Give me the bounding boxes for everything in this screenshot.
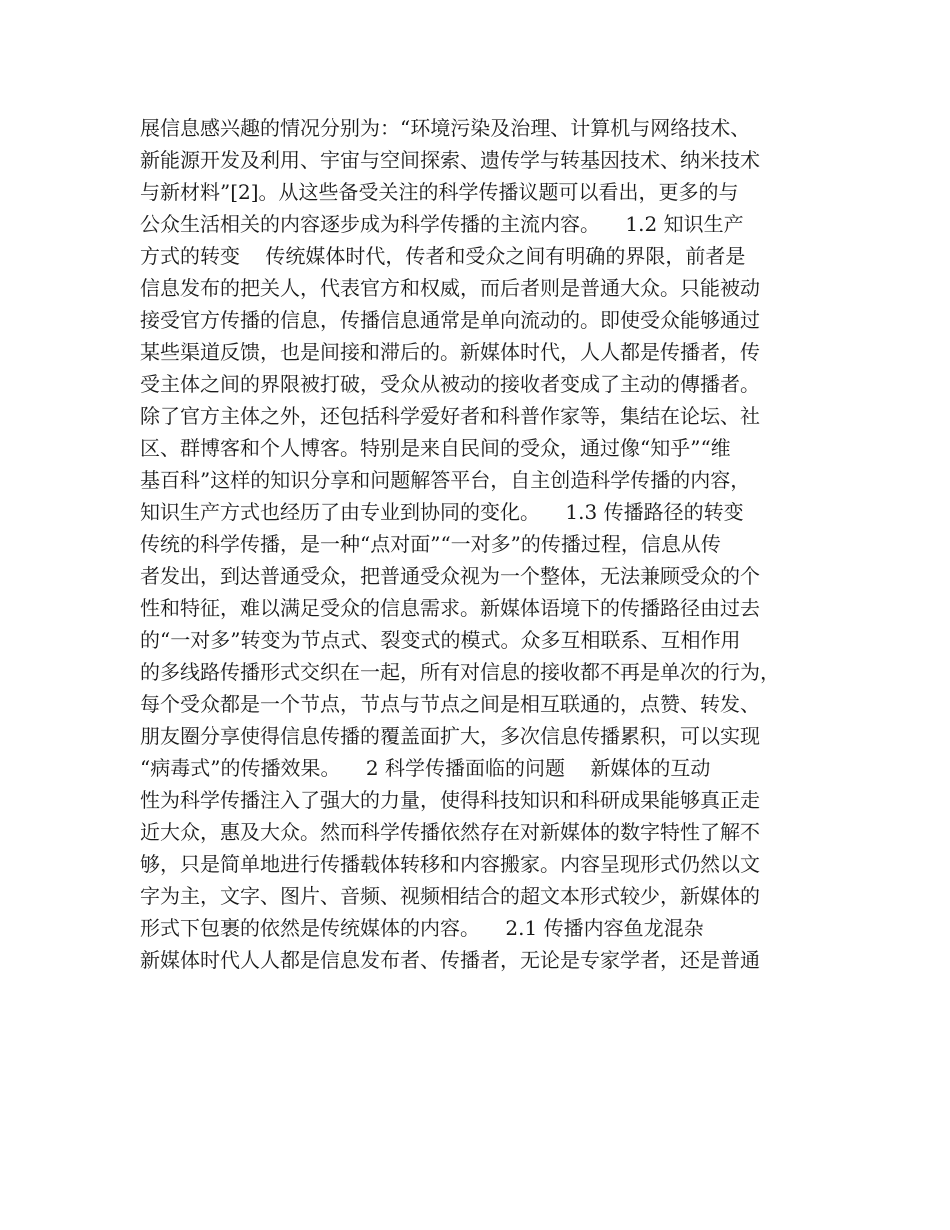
text-line: 知识生产方式也经历了由专业到协同的变化。 1.3 传播路径的转变 bbox=[140, 500, 744, 524]
text-line: 字为主，文字、图片、音频、视频相结合的超文本形式较少，新媒体的 bbox=[140, 884, 760, 908]
text-line: 公众生活相关的内容逐步成为科学传播的主流内容。 1.2 知识生产 bbox=[140, 212, 744, 236]
text-line: 形式下包裹的依然是传统媒体的内容。 2.1 传播内容鱼龙混杂 bbox=[140, 916, 704, 940]
text-line: 够，只是简单地进行传播载体转移和内容搬家。内容呈现形式仍然以文 bbox=[140, 852, 760, 876]
text-line: 的“一对多”转变为节点式、裂变式的模式。众多互相联系、互相作用 bbox=[140, 628, 741, 652]
text-line: 受主体之间的界限被打破，受众从被动的接收者变成了主动的傳播者。 bbox=[140, 372, 760, 396]
text-line: 与新材料”[2]。从这些备受关注的科学传播议题可以看出，更多的与 bbox=[140, 180, 739, 204]
text-line: 性为科学传播注入了强大的力量，使得科技知识和科研成果能够真正走 bbox=[140, 788, 760, 812]
text-line: 基百科”这样的知识分享和问题解答平台，自主创造科学传播的内容， bbox=[140, 468, 751, 492]
text-line: “病毒式”的传播效果。 2 科学传播面临的问题 新媒体的互动 bbox=[140, 756, 711, 780]
text-line: 区、群博客和个人博客。特别是来自民间的受众，通过像“知乎”“维 bbox=[140, 436, 731, 460]
text-line: 接受官方传播的信息，传播信息通常是单向流动的。即使受众能够通过 bbox=[140, 308, 760, 332]
text-line: 朋友圈分享使得信息传播的覆盖面扩大，多次信息传播累积，可以实现 bbox=[140, 724, 760, 748]
text-line: 信息发布的把关人，代表官方和权威，而后者则是普通大众。只能被动 bbox=[140, 276, 760, 300]
text-line: 新媒体时代人人都是信息发布者、传播者，无论是专家学者，还是普通 bbox=[140, 948, 760, 972]
text-line: 每个受众都是一个节点，节点与节点之间是相互联通的，点赞、转发、 bbox=[140, 692, 760, 716]
text-line: 展信息感兴趣的情况分别为：“环境污染及治理、计算机与网络技术、 bbox=[140, 116, 751, 140]
text-line: 的多线路传播形式交织在一起，所有对信息的接收都不再是单次的行为， bbox=[140, 660, 780, 684]
text-line: 新能源开发及利用、宇宙与空间探索、遗传学与转基因技术、纳米技术 bbox=[140, 148, 760, 172]
text-line: 近大众，惠及大众。然而科学传播依然存在对新媒体的数字特性了解不 bbox=[140, 820, 760, 844]
text-line: 方式的转变 传统媒体时代，传者和受众之间有明确的界限，前者是 bbox=[140, 244, 746, 268]
body-text bbox=[140, 112, 820, 976]
text-line: 某些渠道反馈，也是间接和滞后的。新媒体时代，人人都是传播者，传 bbox=[140, 340, 760, 364]
text-line: 传统的科学传播，是一种“点对面”“一对多”的传播过程，信息从传 bbox=[140, 532, 721, 556]
text-line: 性和特征，难以满足受众的信息需求。新媒体语境下的传播路径由过去 bbox=[140, 596, 760, 620]
text-line: 者发出，到达普通受众，把普通受众视为一个整体，无法兼顾受众的个 bbox=[140, 564, 760, 588]
text-line: 除了官方主体之外，还包括科学爱好者和科普作家等，集结在论坛、社 bbox=[140, 404, 760, 428]
